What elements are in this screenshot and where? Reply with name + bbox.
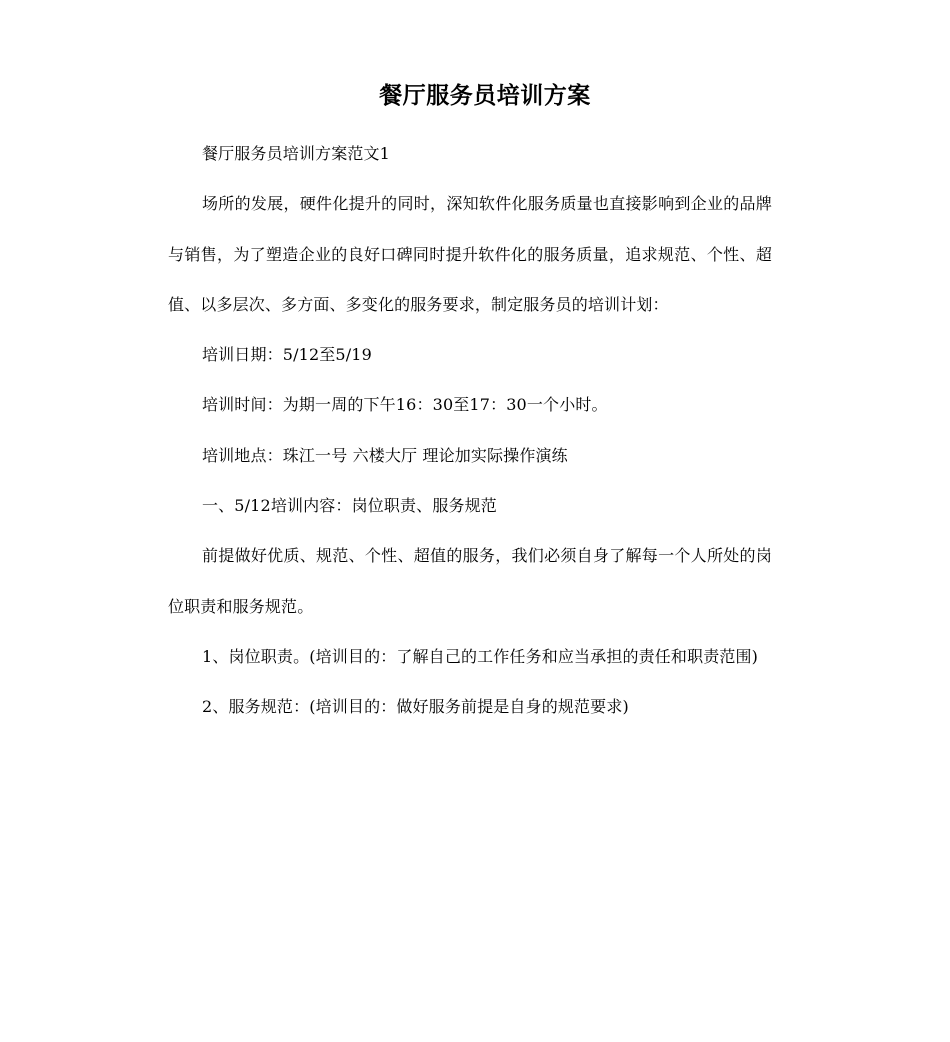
- paragraph-training-location: 培训地点：珠江一号 六楼大厅 理论加实际操作演练: [202, 445, 568, 465]
- paragraph-training-date: 培训日期：5/12至5/19: [202, 345, 372, 365]
- paragraph-section-one-heading: 一、5/12培训内容：岗位职责、服务规范: [202, 496, 497, 516]
- paragraph-service-standards: 2、服务规范：(培训目的：做好服务前提是自身的规范要求): [202, 697, 629, 717]
- document-title: 餐厅服务员培训方案: [379, 83, 591, 110]
- paragraph-training-time: 培训时间：为期一周的下午16：30至17：30一个小时。: [202, 395, 608, 415]
- paragraph-intro: 场所的发展，硬件化提升的同时，深知软件化服务质量也直接影响到企业的品牌与销售，为了塑造企业的良好口碑同时提升软件化的服务质量，追求规范、个性、超值、以多层次、多方面、多变化的服务要求，制定服务员的培训计划：: [168, 194, 772, 314]
- paragraph-premise: 前提做好优质、规范、个性、超值的服务，我们必须自身了解每一个人所处的岗位职责和服务规范。: [168, 546, 772, 616]
- paragraph-job-duties: 1、岗位职责。(培训目的：了解自己的工作任务和应当承担的责任和职责范围): [202, 646, 759, 666]
- document-body: [168, 129, 772, 733]
- paragraph-subtitle: 餐厅服务员培训方案范文1: [202, 144, 390, 163]
